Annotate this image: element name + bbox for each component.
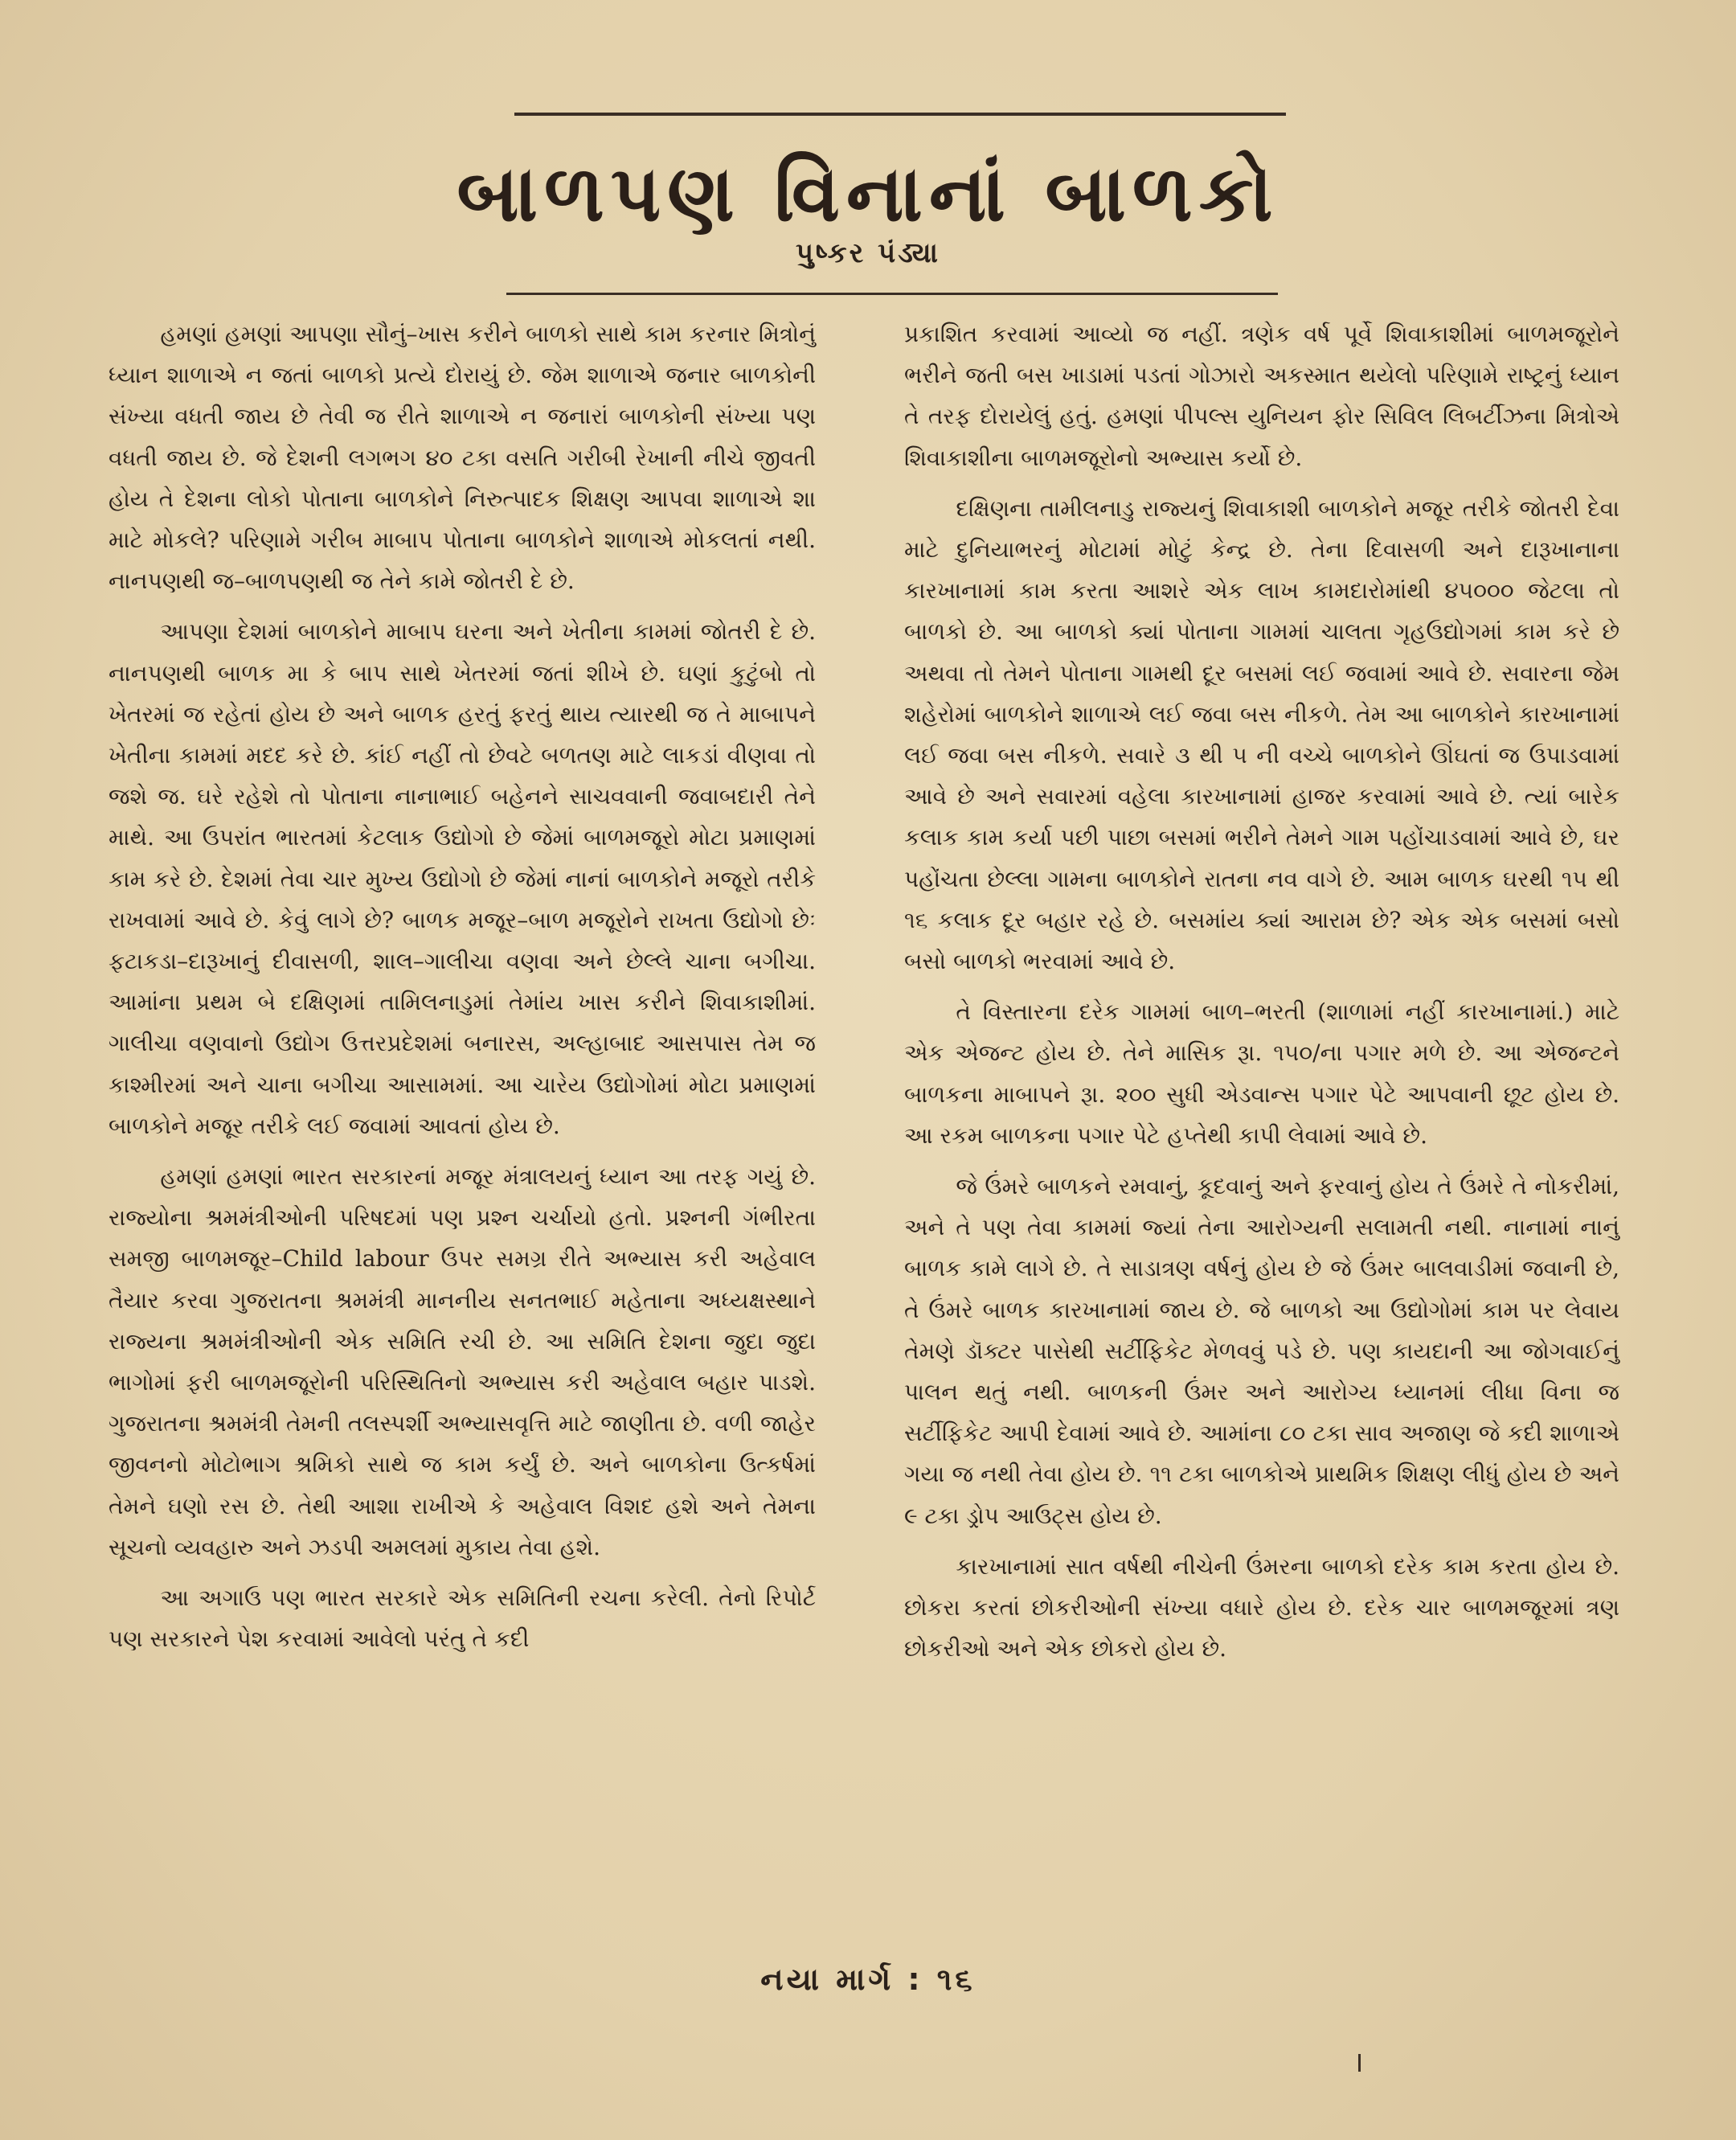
paragraph: આ અગાઉ પણ ભારત સરકારે એક સમિતિની રચના કરેલી. તેનો રિપોર્ટ પણ સરકારને પેશ કરવામાં આવેલો પરંતુ તે કદી	[108, 1585, 816, 1653]
article-author: પુષ્કર પંડ્યા	[796, 237, 940, 269]
paragraph: કારખાનામાં સાત વર્ષથી નીચેની ઉંમરના બાળકો દરેક કામ કરતા હોય છે. છોકરા કરતાં છોકરીઓની સંખ્યા વધારે હોય છે. દરેક ચાર બાળમજૂરમાં ત્રણ છોકરીઓ અને એક છોકરો હોય છે.	[904, 1552, 1619, 1662]
paragraph: તે વિસ્તારના દરેક ગામમાં બાળ–ભરતી (શાળામાં નહીં કારખાનામાં.) માટે એક એજન્ટ હોય છે. તેને માસિક રૂા. ૧૫૦/ના પગાર મળે છે. આ એજન્ટને બાળકના માબાપને રૂા. ૨૦૦ સુધી એડવાન્સ પગાર પેટે આપવાની છૂટ હોય છે. આ રકમ બાળકના પગાર પેટે હપ્તેથી કાપી લેવામાં આવે છે.	[904, 998, 1619, 1149]
article-title: બાળપણ વિનાનાં બાળકો	[457, 149, 1279, 239]
paragraph: હમણાં હમણાં ભારત સરકારનાં મજૂર મંત્રાલયનું ધ્યાન આ તરફ ગયું છે. રાજ્યોના શ્રમમંત્રીઓની પરિષદમાં પણ પ્રશ્ન ચર્ચાયો હતો. પ્રશ્નની ગંભીરતા સમજી બાળમજૂર–Child labour ઉપર સમગ્ર રીતે અભ્યાસ કરી અહેવાલ તૈયાર કરવા ગુજરાતના શ્રમમંત્રી માનનીય સનતભાઈ મહેતાના અધ્યક્ષસ્થાને રાજ્યના શ્રમમંત્રીઓની એક સમિતિ રચી છે. આ સમિતિ દેશના જુદા જુદા ભાગોમાં ફરી બાળમજૂરોની પરિસ્થિતિનો અભ્યાસ કરી અહેવાલ બહાર પાડશે. ગુજરાતના શ્રમમંત્રી તેમની તલસ્પર્શી અભ્યાસવૃત્તિ માટે જાણીતા છે. વળી જાહેર જીવનનો મોટોભાગ શ્રમિકો સાથે જ કામ કર્યું છે. અને બાળકોના ઉત્કર્ષમાં તેમને ઘણો રસ છે. તેથી આશા રાખીએ કે અહેવાલ વિશદ હશે અને તેમના સૂચનો વ્યવહારુ અને ઝડપી અમલમાં મુકાય તેવા હશે.	[108, 1163, 816, 1560]
page-footer: નયા માર્ગ : ૧૬	[760, 1962, 976, 1997]
paragraph: દક્ષિણના તામીલનાડુ રાજ્યનું શિવાકાશી બાળકોને મજૂર તરીકે જોતરી દેવા માટે દુનિયાભરનું મોટામાં મોટું કેન્દ્ર છે. તેના દિવાસળી અને દારૂખાનાના કારખાનામાં કામ કરતા આશરે એક લાખ કામદારોમાંથી ૪૫૦૦૦ જેટલા તો બાળકો છે. આ બાળકો ક્યાં પોતાના ગામમાં ચાલતા ગૃહઉદ્યોગમાં કામ કરે છે અથવા તો તેમને પોતાના ગામથી દૂર બસમાં લઈ જવામાં આવે છે. સવારના જેમ શહેરોમાં બાળકોને શાળાએ લઈ જવા બસ નીકળે. તેમ આ બાળકોને કારખાનામાં લઈ જવા બસ નીકળે. સવારે ૩ થી ૫ ની વચ્ચે બાળકોને ઊંઘતાં જ ઉપાડવામાં આવે છે અને સવારમાં વહેલા કારખાનામાં હાજર કરવામાં આવે છે. ત્યાં બારેક કલાક કામ કર્યા પછી પાછા બસમાં ભરીને તેમને ગામ પહોંચાડવામાં આવે છે, ઘર પહોંચતા છેલ્લા ગામના બાળકોને રાતના નવ વાગે છે. આમ બાળક ઘરથી ૧૫ થી ૧૬ કલાક દૂર બહાર રહે છે. બસમાંય ક્યાં આરામ છે? એક એક બસમાં બસો બસો બાળકો ભરવામાં આવે છે.	[904, 494, 1619, 975]
right-column	[904, 314, 1619, 1679]
byline-rule	[506, 293, 1278, 295]
left-column	[108, 314, 816, 1670]
paragraph: આપણા દેશમાં બાળકોને માબાપ ઘરના અને ખેતીના કામમાં જોતરી દે છે. નાનપણથી બાળક મા કે બાપ સાથે ખેતરમાં જતાં શીખે છે. ઘણાં કુટુંબો તો ખેતરમાં જ રહેતાં હોય છે અને બાળક હરતું ફરતું થાય ત્યારથી જ તે માબાપને ખેતીના કામમાં મદદ કરે છે. કાંઈ નહીં તો છેવટે બળતણ માટે લાકડાં વીણવા તો જશે જ. ઘરે રહેશે તો પોતાના નાનાભાઈ બહેનને સાચવવાની જવાબદારી તેને માથે. આ ઉપરાંત ભારતમાં કેટલાક ઉદ્યોગો છે જેમાં બાળમજૂરો મોટા પ્રમાણમાં કામ કરે છે. દેશમાં તેવા ચાર મુખ્ય ઉદ્યોગો છે જેમાં નાનાં બાળકોને મજૂરો તરીકે રાખવામાં આવે છે. કેવું લાગે છે? બાળક મજૂર–બાળ મજૂરોને રાખતા ઉદ્યોગો છેઃ ફટાકડા–દારૂખાનું દીવાસળી, શાલ–ગાલીચા વણવા અને છેલ્લે ચાના બગીચા. આમાંના પ્રથમ બે દક્ષિણમાં તામિલનાડુમાં તેમાંય ખાસ કરીને શિવાકાશીમાં. ગાલીચા વણવાનો ઉદ્યોગ ઉત્તરપ્રદેશમાં બનારસ, અલ્હાબાદ આસપાસ તેમ જ કાશ્મીરમાં અને ચાના બગીચા આસામમાં. આ ચારેય ઉદ્યોગોમાં મોટા પ્રમાણમાં બાળકોને મજૂર તરીકે લઈ જવામાં આવતાં હોય છે.	[108, 618, 816, 1139]
title-top-rule	[514, 113, 1286, 116]
paragraph: હમણાં હમણાં આપણા સૌનું–ખાસ કરીને બાળકો સાથે કામ કરનાર મિત્રોનું ધ્યાન શાળાએ ન જતાં બાળકો પ્રત્યે દોરાયું છે. જેમ શાળાએ જનાર બાળકોની સંખ્યા વધતી જાય છે તેવી જ રીતે શાળાએ ન જનારાં બાળકોની સંખ્યા પણ વધતી જાય છે. જે દેશની લગભગ ૪૦ ટકા વસતિ ગરીબી રેખાની નીચે જીવતી હોય તે દેશના લોકો પોતાના બાળકોને નિરુત્પાદક શિક્ષણ આપવા શાળાએ શા માટે મોકલે? પરિણામે ગરીબ માબાપ પોતાના બાળકોને શાળાએ મોકલતાં નથી. નાનપણથી જ–બાળપણથી જ તેને કામે જોતરી દે છે.	[108, 321, 816, 595]
margin-mark	[1358, 2054, 1361, 2072]
paragraph: પ્રકાશિત કરવામાં આવ્યો જ નહીં. ત્રણેક વર્ષ પૂર્વે શિવાકાશીમાં બાળમજૂરોને ભરીને જતી બસ ખાડામાં પડતાં ગોઝારો અકસ્માત થયેલો પરિણામે રાષ્ટ્રનું ધ્યાન તે તરફ દોરાયેલું હતું. હમણાં પીપલ્સ યુનિયન ફોર સિવિલ લિબર્ટીઝના મિત્રોએ શિવાકાશીના બાળમજૂરોનો અભ્યાસ કર્યો છે.	[904, 321, 1619, 471]
paragraph: જે ઉંમરે બાળકને રમવાનું, કૂદવાનું અને ફરવાનું હોય તે ઉંમરે તે નોકરીમાં, અને તે પણ તેવા કામમાં જ્યાં તેના આરોગ્યની સલામતી નથી. નાનામાં નાનું બાળક કામે લાગે છે. તે સાડાત્રણ વર્ષનું હોય છે જે ઉંમર બાલવાડીમાં જવાની છે, તે ઉંમરે બાળક કારખાનામાં જાય છે. જે બાળકો આ ઉદ્યોગોમાં કામ પર લેવાય તેમણે ડૉક્ટર પાસેથી સર્ટીફિકેટ મેળવવું પડે છે. પણ કાયદાની આ જોગવાઈનું પાલન થતું નથી. બાળકની ઉંમર અને આરોગ્ય ધ્યાનમાં લીધા વિના જ સર્ટીફિકેટ આપી દેવામાં આવે છે. આમાંના ૮૦ ટકા સાવ અજાણ જે કદી શાળાએ ગયા જ નથી તેવા હોય છે. ૧૧ ટકા બાળકોએ પ્રાથમિક શિક્ષણ લીધું હોય છે અને ૯ ટકા ડ્રોપ આઉટ્સ હોય છે.	[904, 1173, 1619, 1529]
